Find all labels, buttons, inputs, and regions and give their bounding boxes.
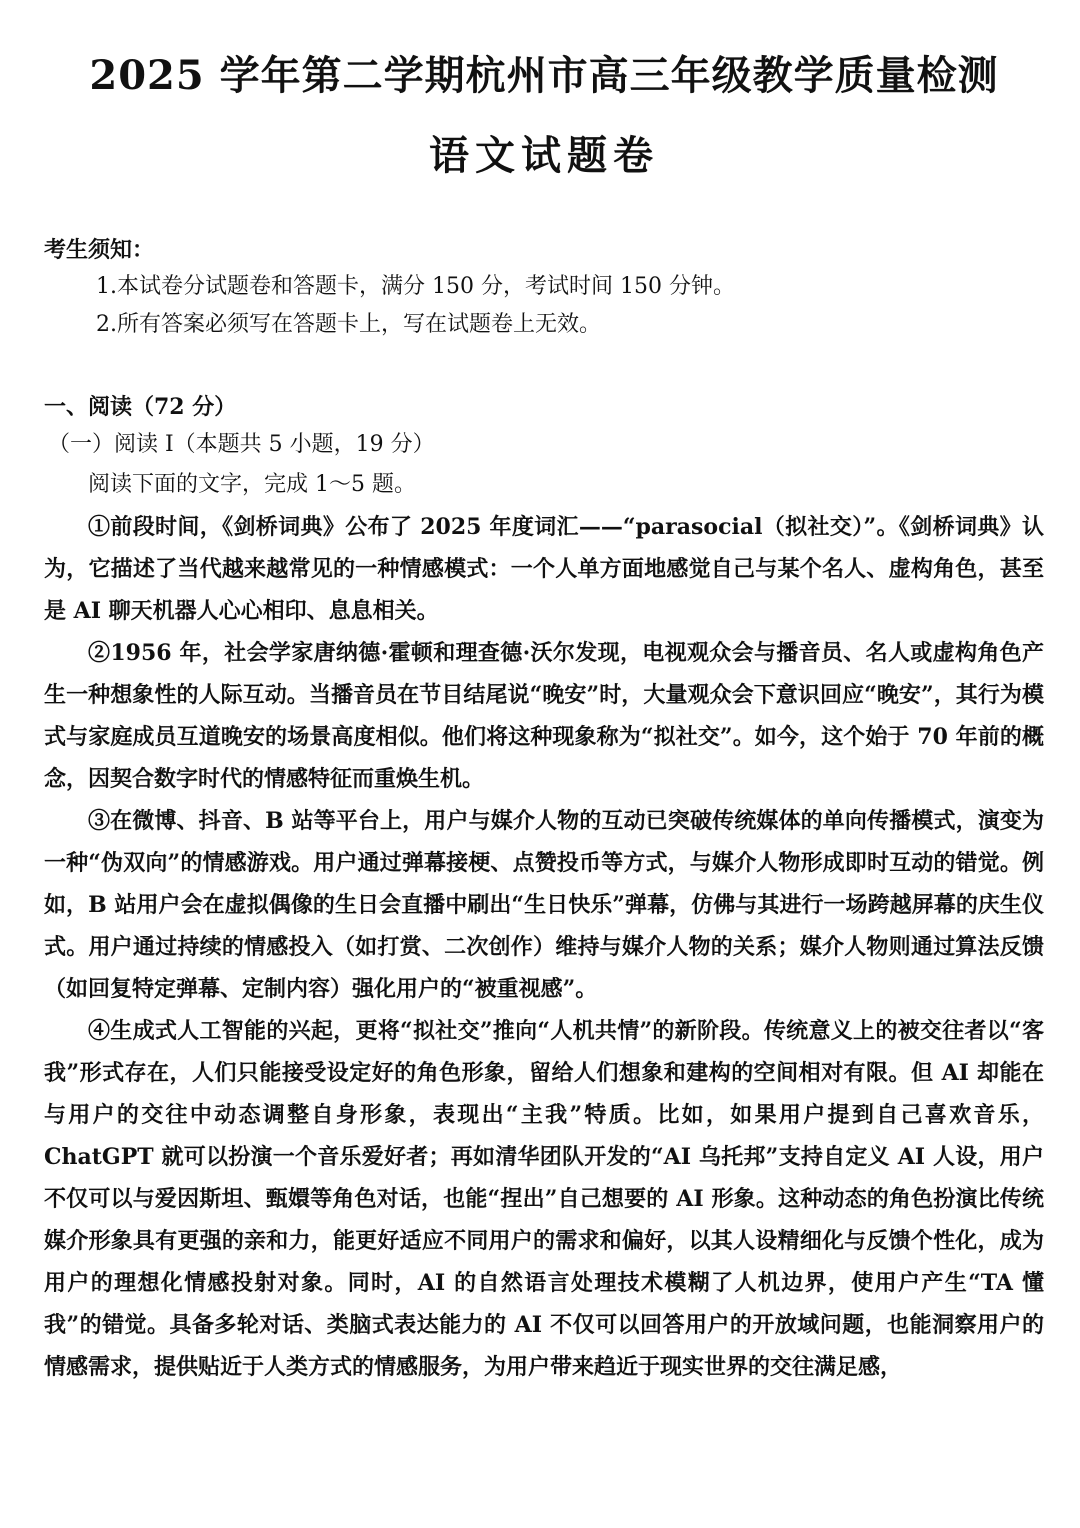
reading-section bbox=[44, 388, 1044, 1388]
exam-subtitle: 语文试题卷 bbox=[429, 132, 659, 179]
exam-title: 2025 学年第二学期杭州市高三年级教学质量检测 bbox=[89, 52, 999, 99]
notice-item-1: 1.本试卷分试题卷和答题卡，满分 150 分，考试时间 150 分钟。 bbox=[96, 274, 735, 299]
candidate-notice bbox=[44, 232, 1044, 344]
reading-subsection-heading: （一）阅读 I（本题共 5 小题，19 分） bbox=[48, 432, 435, 457]
article-paragraph-1: ①前段时间，《剑桥词典》公布了 2025 年度词汇——“parasocial（拟社交）”。《剑桥词典》认为，它描述了当代越来越常见的一种情感模式：一个人单方面地感觉自己与某个名人、虚构角色，甚至是 AI 聊天机器人心心相印、息息相关。 bbox=[44, 514, 1044, 624]
notice-item-2: 2.所有答案必须写在答题卡上，写在试题卷上无效。 bbox=[96, 312, 601, 337]
article-paragraph-2: ②1956 年，社会学家唐纳德·霍顿和理查德·沃尔发现，电视观众会与播音员、名人或虚构角色产生一种想象性的人际互动。当播音员在节目结尾说“晚安”时，大量观众会下意识回应“晚安”，其行为模式与家庭成员互道晚安的场景高度相似。他们将这种现象称为“拟社交”。如今，这个始于 70 年前的概念，因契合数字时代的情感特征而重焕生机。 bbox=[44, 640, 1044, 792]
reading-instruction: 阅读下面的文字，完成 1～5 题。 bbox=[88, 472, 416, 497]
section-heading: 一、阅读（72 分） bbox=[44, 394, 237, 420]
article-paragraph-4: ④生成式人工智能的兴起，更将“拟社交”推向“人机共情”的新阶段。传统意义上的被交往者以“客我”形式存在，人们只能接受设定好的角色形象，留给人们想象和建构的空间相对有限。但 AI 却能在与用户的交往中动态调整自身形象，表现出“主我”特质。比如，如果用户提到自己喜欢音乐，ChatGPT 就可以扮演一个音乐爱好者；再如清华团队开发的“AI 乌托邦”支持自定义 AI 人设，用户不仅可以与爱因斯坦、甄嬛等角色对话，也能“捏出”自己想要的 AI 形象。这种动态的角色扮演比传统媒介形象具有更强的亲和力，能更好适应不同用户的需求和偏好，以其人设精细化与反馈个性化，成为用户的理想化情感投射对象。同时，AI 的自然语言处理技术模糊了人机边界，使用户产生“TA 懂我”的错觉。具备多轮对话、类脑式表达能力的 AI 不仅可以回答用户的开放域问题，也能洞察用户的情感需求，提供贴近于人类方式的情感服务，为用户带来趋近于现实世界的交往满足感， bbox=[44, 1018, 1044, 1380]
article-paragraph-3: ③在微博、抖音、B 站等平台上，用户与媒介人物的互动已突破传统媒体的单向传播模式，演变为一种“伪双向”的情感游戏。用户通过弹幕接梗、点赞投币等方式，与媒介人物形成即时互动的错觉。例如，B 站用户会在虚拟偶像的生日会直播中刷出“生日快乐”弹幕，仿佛与其进行一场跨越屏幕的庆生仪式。用户通过持续的情感投入（如打赏、二次创作）维持与媒介人物的关系；媒介人物则通过算法反馈（如回复特定弹幕、定制内容）强化用户的“被重视感”。 bbox=[44, 808, 1044, 1002]
notice-heading: 考生须知： bbox=[44, 237, 155, 263]
